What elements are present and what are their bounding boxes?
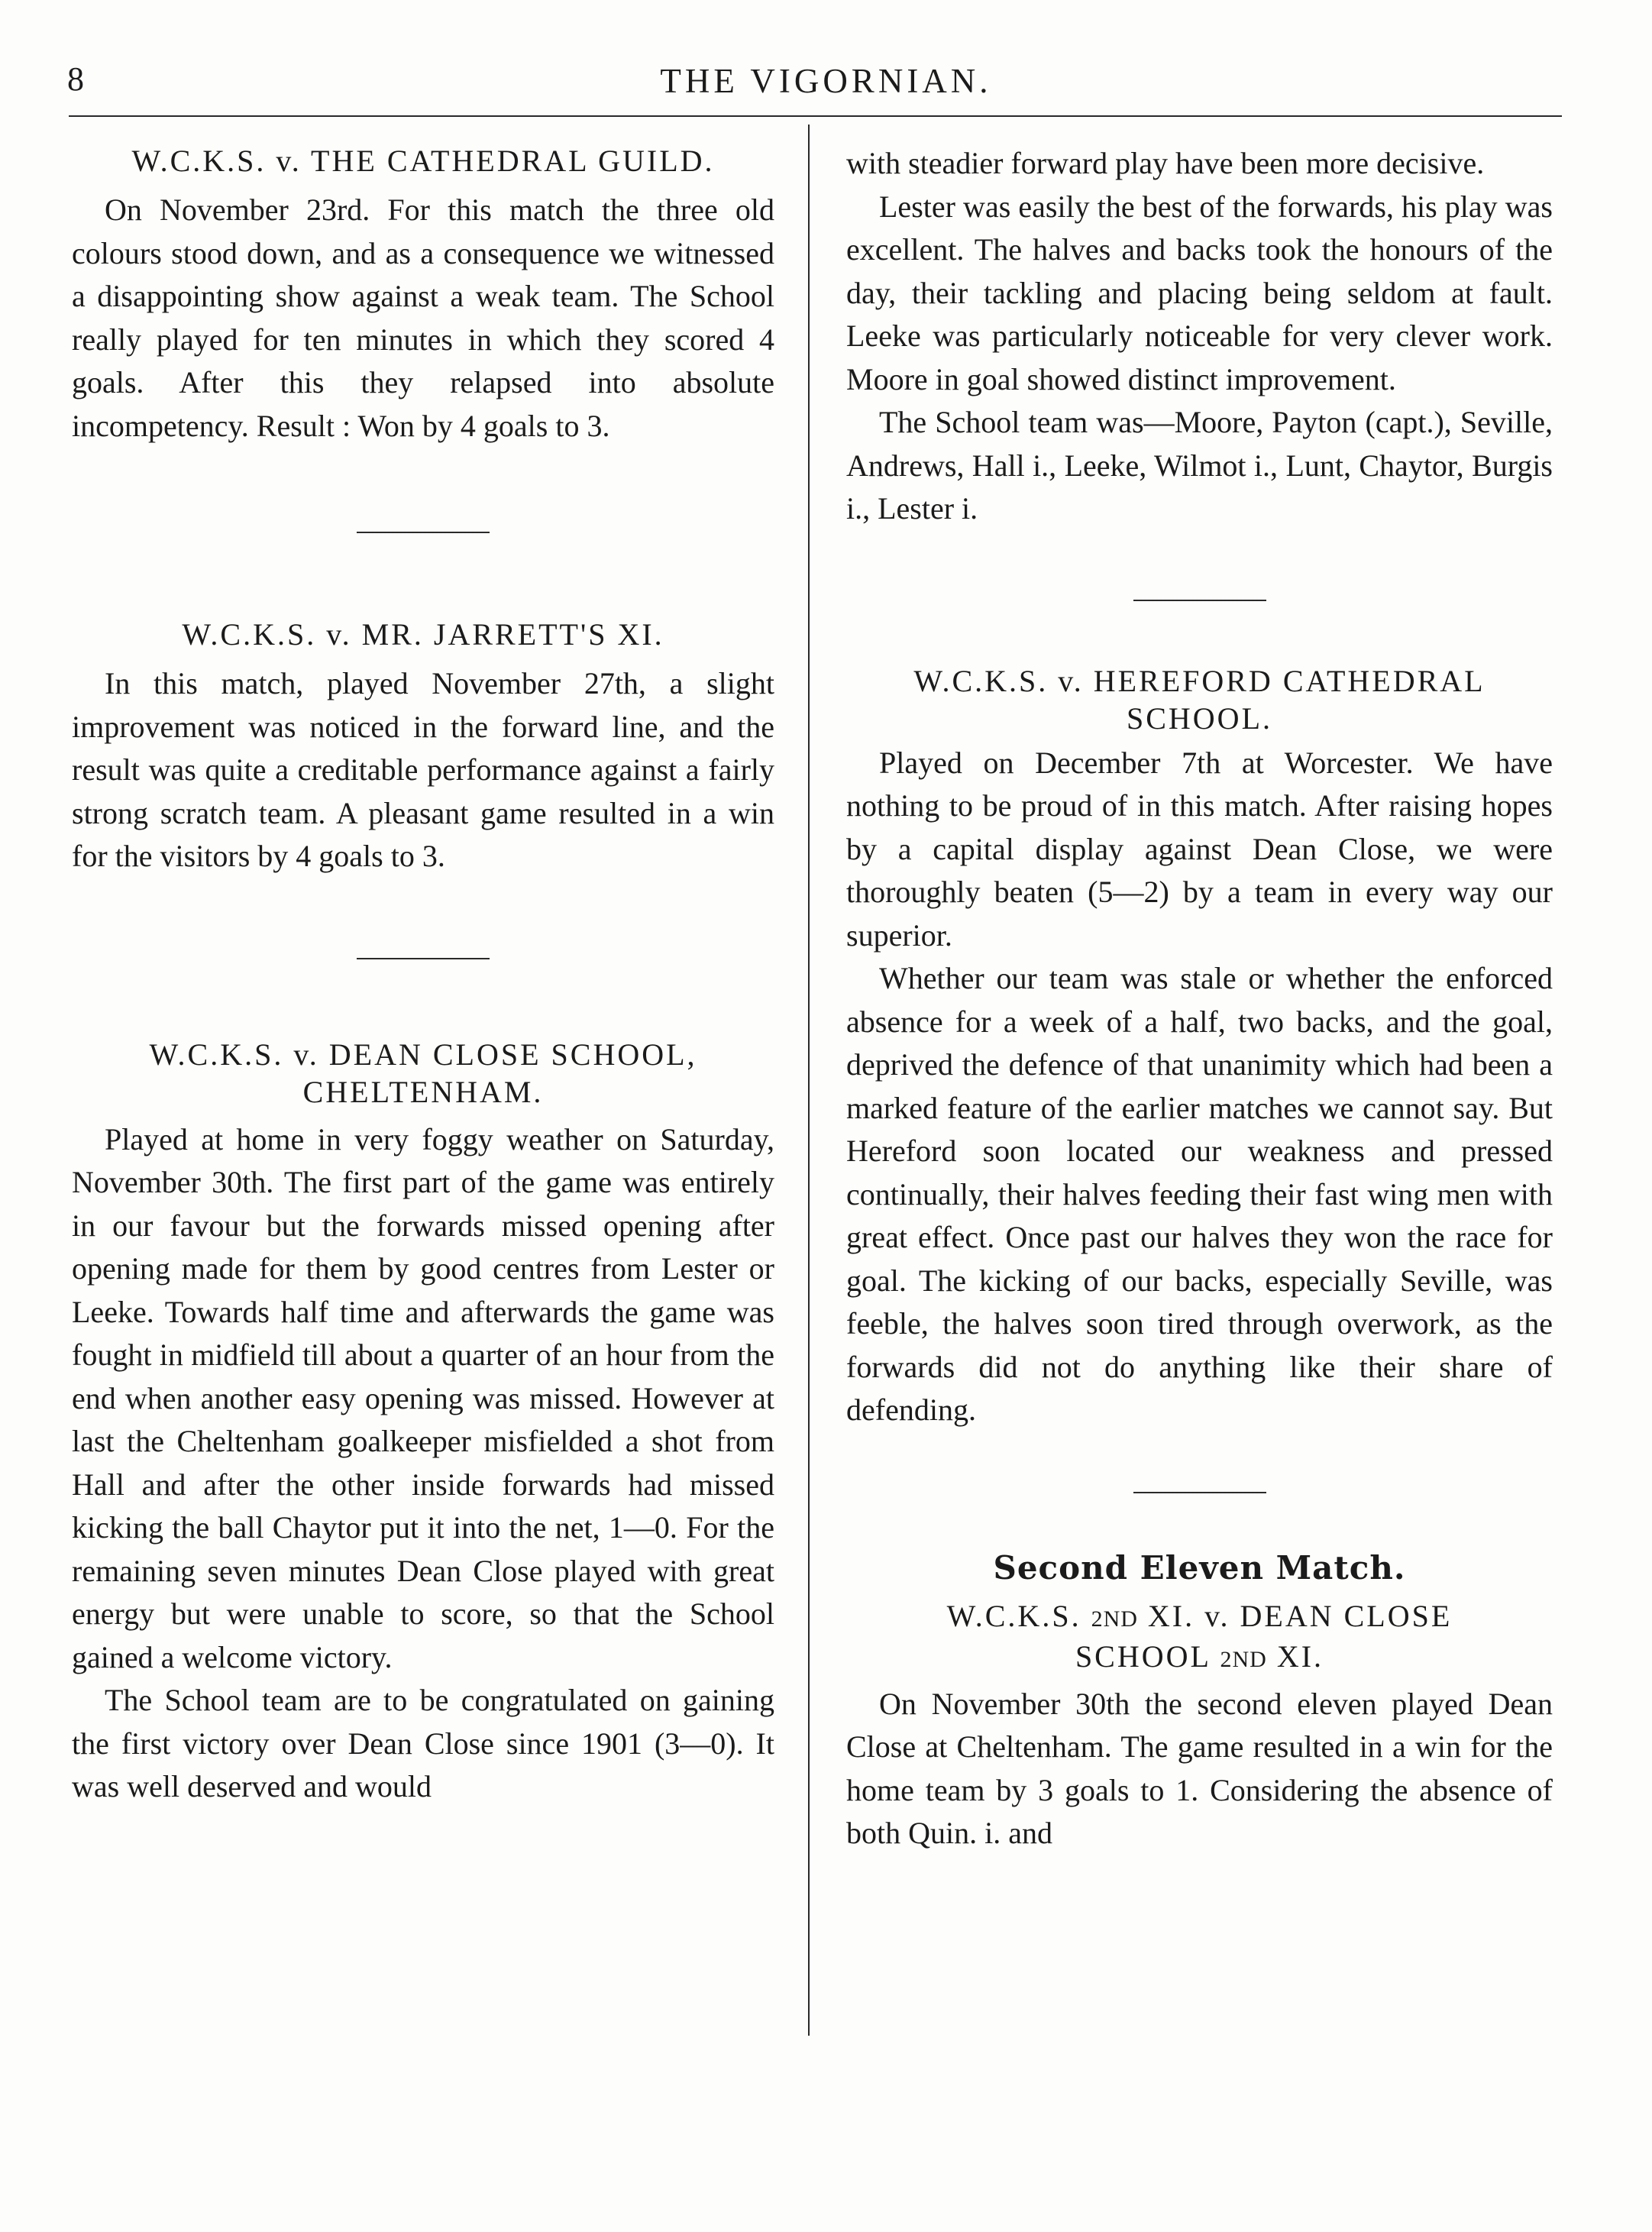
article-paragraph: Played on December 7th at Worcester. We have nothing to be proud of in this match. After raising hopes by a capital display against Dean Close, we were thoroughly beaten (5—2) by a team in every way our superior. xyxy=(846,745,1553,953)
header-rule xyxy=(69,115,1562,117)
article-dean-close-continued xyxy=(846,142,1553,531)
article-heading xyxy=(846,1597,1553,1678)
section-separator xyxy=(357,532,490,533)
section-separator xyxy=(357,958,490,959)
left-column xyxy=(72,142,774,1809)
heading-line-2: SCHOOL 2ND XI. xyxy=(1075,1638,1324,1674)
right-column xyxy=(846,142,1553,1855)
section-separator xyxy=(1133,1492,1266,1493)
article-paragraph: In this match, played November 27th, a slight improvement was noticed in the forward line, and the result was quite a creditable performance against a fairly strong scratch team. A pleasant game resulted in a win for the visitors by 4 goals to 3. xyxy=(72,666,774,873)
article-paragraph: The School team are to be congratulated on gaining the first victory over Dean Close since 1901 (3—0). It was well deserved and would xyxy=(72,1683,774,1803)
article-paragraph: Whether our team was stale or whether the enforced absence for a week of a half, two backs, and the goal, deprived the defence of that unanimity which had been a marked feature of the earlier matches we cannot say. But Hereford soon located our weakness and pressed continually, their halves feeding their fast wing men with great effect. Once past our halves they won the race for goal. The kicking of our backs, especially Seville, was feeble, the halves soon tired through overwork, as the forwards did not do anything like their share of defending. xyxy=(846,961,1553,1427)
article-hereford xyxy=(846,662,1553,1432)
section-title: Second Eleven Match. xyxy=(993,1548,1406,1587)
article-paragraph: The School team was—Moore, Payton (capt.), Seville, Andrews, Hall i., Leeke, Wilmot i., Lunt, Chaytor, Burgis i., Lester i. xyxy=(846,405,1553,526)
page-number: 8 xyxy=(67,60,84,98)
article-paragraph: Lester was easily the best of the forwards, his play was excellent. The halves and backs took the honours of the day, their tackling and placing being seldom at fault. Leeke was particularly noticeable for very clever work. Moore in goal showed distinct improvement. xyxy=(846,189,1553,396)
article-heading: W.C.K.S. v. HEREFORD CATHEDRAL SCHOOL. xyxy=(913,663,1486,736)
article-paragraph: On November 23rd. For this match the three old colours stood down, and as a consequence we witnessed a disappointing show against a weak team. The School really played for ten minutes in which they scored 4 goals. After this they relapsed into absolute incompetency. Result : Won by 4 goals to 3. xyxy=(72,192,774,443)
column-divider xyxy=(808,125,810,2036)
article-second-eleven xyxy=(846,1548,1553,1855)
section-separator xyxy=(1133,600,1266,601)
article-heading: W.C.K.S. v. DEAN CLOSE SCHOOL, CHELTENHAM. xyxy=(149,1037,697,1109)
article-dean-close xyxy=(72,1036,774,1809)
article-jarretts-xi xyxy=(72,616,774,878)
article-paragraph: Played at home in very foggy weather on Saturday, November 30th. The first part of the game was entirely in our favour but the forwards missed opening after opening made for them by good centres from Lester or Leeke. Towards half time and afterwards the game was fought in midfield till about a quarter of an hour from the end when another easy opening was missed. However at last the Cheltenham goalkeeper misfielded a shot from Hall and after the other inside forwards had missed kicking the ball Chaytor put it into the net, 1—0. For the remaining seven minutes Dean Close played with great energy but were unable to score, so that the School gained a welcome victory. xyxy=(72,1121,774,1674)
article-paragraph: On November 30th the second eleven played Dean Close at Cheltenham. The game resulted in a win for the home team by 3 goals to 1. Considering the absence of both Quin. i. and xyxy=(846,1686,1553,1850)
article-cathedral-guild xyxy=(72,142,774,448)
running-title: THE VIGORNIAN. xyxy=(660,62,992,100)
article-heading: W.C.K.S. v. THE CATHEDRAL GUILD. xyxy=(131,144,715,178)
article-paragraph: with steadier forward play have been more decisive. xyxy=(846,146,1485,180)
article-heading: W.C.K.S. v. MR. JARRETT'S XI. xyxy=(182,617,664,652)
heading-line-1: W.C.K.S. 2ND XI. v. DEAN CLOSE xyxy=(946,1598,1453,1633)
